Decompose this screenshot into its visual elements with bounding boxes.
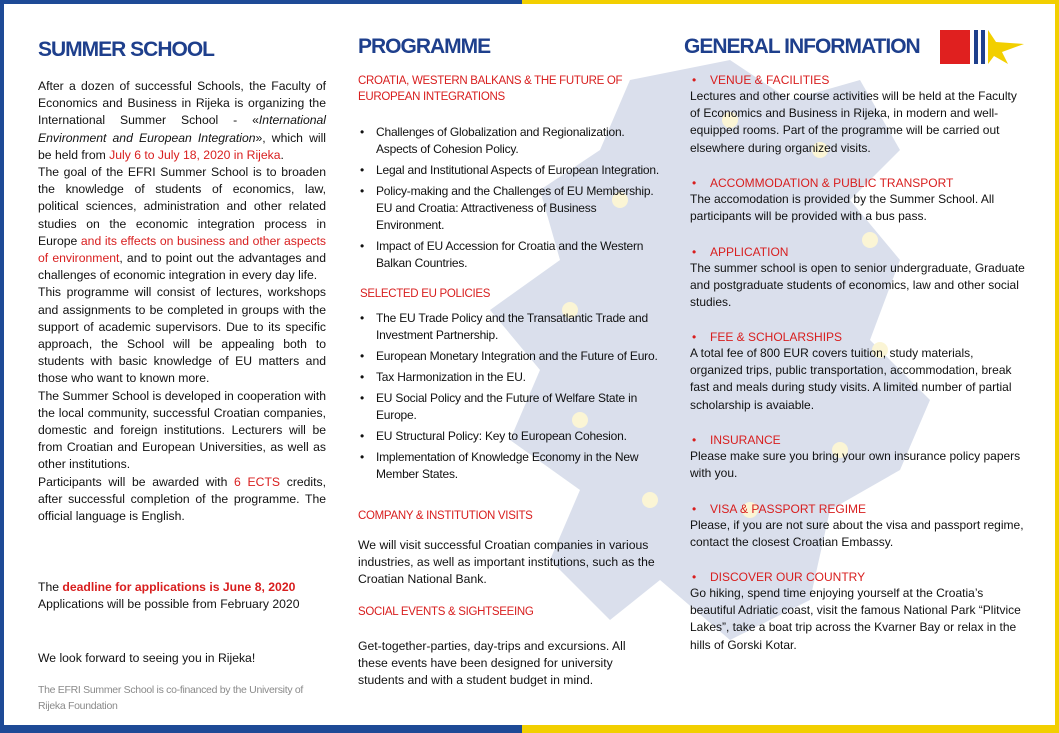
info-item-accommodation: • ACCOMMODATION & PUBLIC TRANSPORT The accomodation is provided by the Summer School. All participants will be provided with a bus pass.	[690, 175, 1025, 225]
programme-list-1	[356, 124, 661, 276]
list-item: • European Monetary Integration and the Future of Euro.	[356, 348, 661, 365]
list-item: • EU Structural Policy: Key to European Cohesion.	[356, 428, 661, 445]
list-item: • The EU Trade Policy and the Transatlantic Trade and Investment Partnership.	[356, 310, 661, 344]
section-croatia-future: CROATIA, WESTERN BALKANS & THE FUTURE OF EUROPEAN INTEGRATIONS	[358, 75, 623, 103]
efri-logo	[938, 28, 1028, 66]
deadline-block: The deadline for applications is June 8, 2020 Applications will be possible from February 2020	[38, 579, 326, 613]
programme-paragraph: This programme will consist of lectures, workshops and assignments to be completed in groups with the support of academic supervisors. Due to its specific approach, the School will be appealing both to students with basic knowledge of EU matters and those who want to known more.	[38, 285, 326, 386]
list-item: • Policy-making and the Challenges of EU Membership. EU and Croatia: Attractiveness of Business Environment.	[356, 183, 661, 234]
list-item: • Implementation of Knowledge Economy in the New Member States.	[356, 449, 661, 483]
info-item-application: • APPLICATION The summer school is open to senior undergraduate, Graduate and postgraduate students of economics, law and other social studies.	[690, 244, 1025, 312]
info-item-venue: • VENUE & FACILITIES Lectures and other course activities will be held at the Faculty of Economics and Business in Rijeka, in modern and well-equipped rooms. Part of the programme will be carried out elsewhere during organized visits.	[690, 72, 1025, 157]
yellow-bottom-bar	[522, 725, 1059, 733]
programme-list-2	[356, 310, 661, 487]
programme-title: PROGRAMME	[358, 35, 491, 58]
summer-school-text	[38, 78, 326, 525]
social-events-text: Get-together-parties, day-trips and excursions. All these events have been designed for university students and with a student budget in mind.	[358, 639, 626, 688]
funding-note: The EFRI Summer School is co-financed by the University of Rijeka Foundation	[38, 684, 304, 712]
list-item: • EU Social Policy and the Future of Welfare State in Europe.	[356, 390, 661, 424]
ects-paragraph: Participants will be awarded with 6 ECTS credits, after successful completion of the programme. The official language is English.	[38, 474, 327, 524]
intro-paragraph: After a dozen of successful Schools, the Faculty of Economics and Business in Rijeka is organizing the International Summer School - «International Environment and European Integration», which will be held from July 6 to July 18, 2020 in Rijeka.	[38, 79, 326, 162]
info-item-discover: • DISCOVER OUR COUNTRY Go hiking, spend time enjoying yourself at the Croatia’s beautiful Adriatic coast, visit the famous National Park “Plitvice Lakes”, take a boat trip across the Kvarner Bay or relax in the hills of Gorski Kotar.	[690, 569, 1025, 654]
section-eu-policies: SELECTED EU POLICIES	[360, 288, 491, 300]
summer-school-title: SUMMER SCHOOL	[38, 38, 214, 61]
section-company-visits: COMPANY & INSTITUTION VISITS	[358, 510, 533, 522]
list-item: • Challenges of Globalization and Regionalization. Aspects of Cohesion Policy.	[356, 124, 661, 158]
application-start: Applications will be possible from February 2020	[38, 597, 300, 612]
info-item-visa: • VISA & PASSPORT REGIME Please, if you are not sure about the visa and passport regime, contact the closest Croatian Embassy.	[690, 501, 1025, 551]
section-social-events: SOCIAL EVENTS & SIGHTSEEING	[358, 606, 534, 618]
welcome-text: We look forward to seeing you in Rijeka!	[38, 651, 256, 665]
list-item: • Impact of EU Accession for Croatia and the Western Balkan Countries.	[356, 238, 661, 272]
blue-bottom-bar	[0, 725, 522, 733]
deadline-text: deadline for applications is June 8, 2020	[62, 580, 296, 594]
cooperation-paragraph: The Summer School is developed in cooperation with the local community, successful Croatian companies, domestic and foreign institutions. Lecturers will be from Croatian and European Universities, as well as other institutions.	[38, 388, 326, 472]
goal-paragraph: The goal of the EFRI Summer School is to broaden the knowledge of students of economics, law, political sciences, administration and other related studies on the economic integration process in Europe and its effects on business and other aspects of environment, and to point out the advantages and challenges of economic integration in every day life.	[38, 165, 326, 283]
list-item: • Tax Harmonization in the EU.	[356, 369, 661, 386]
info-item-fee: • FEE & SCHOLARSHIPS A total fee of 800 EUR covers tuition, study materials, organized trips, public transportation, accommodation, break fast and meals during study visits. A limited number of partial scholarship is avaiable.	[690, 329, 1025, 414]
general-info-title: GENERAL INFORMATION	[684, 35, 920, 58]
info-item-insurance: • INSURANCE Please make sure you bring your own insurance policy papers with you.	[690, 432, 1025, 482]
list-item: • Legal and Institutional Aspects of European Integration.	[356, 162, 661, 179]
company-visits-text: We will visit successful Croatian companies in various industries, as well as important institutions, such as the Croatian National Bank.	[358, 538, 655, 587]
